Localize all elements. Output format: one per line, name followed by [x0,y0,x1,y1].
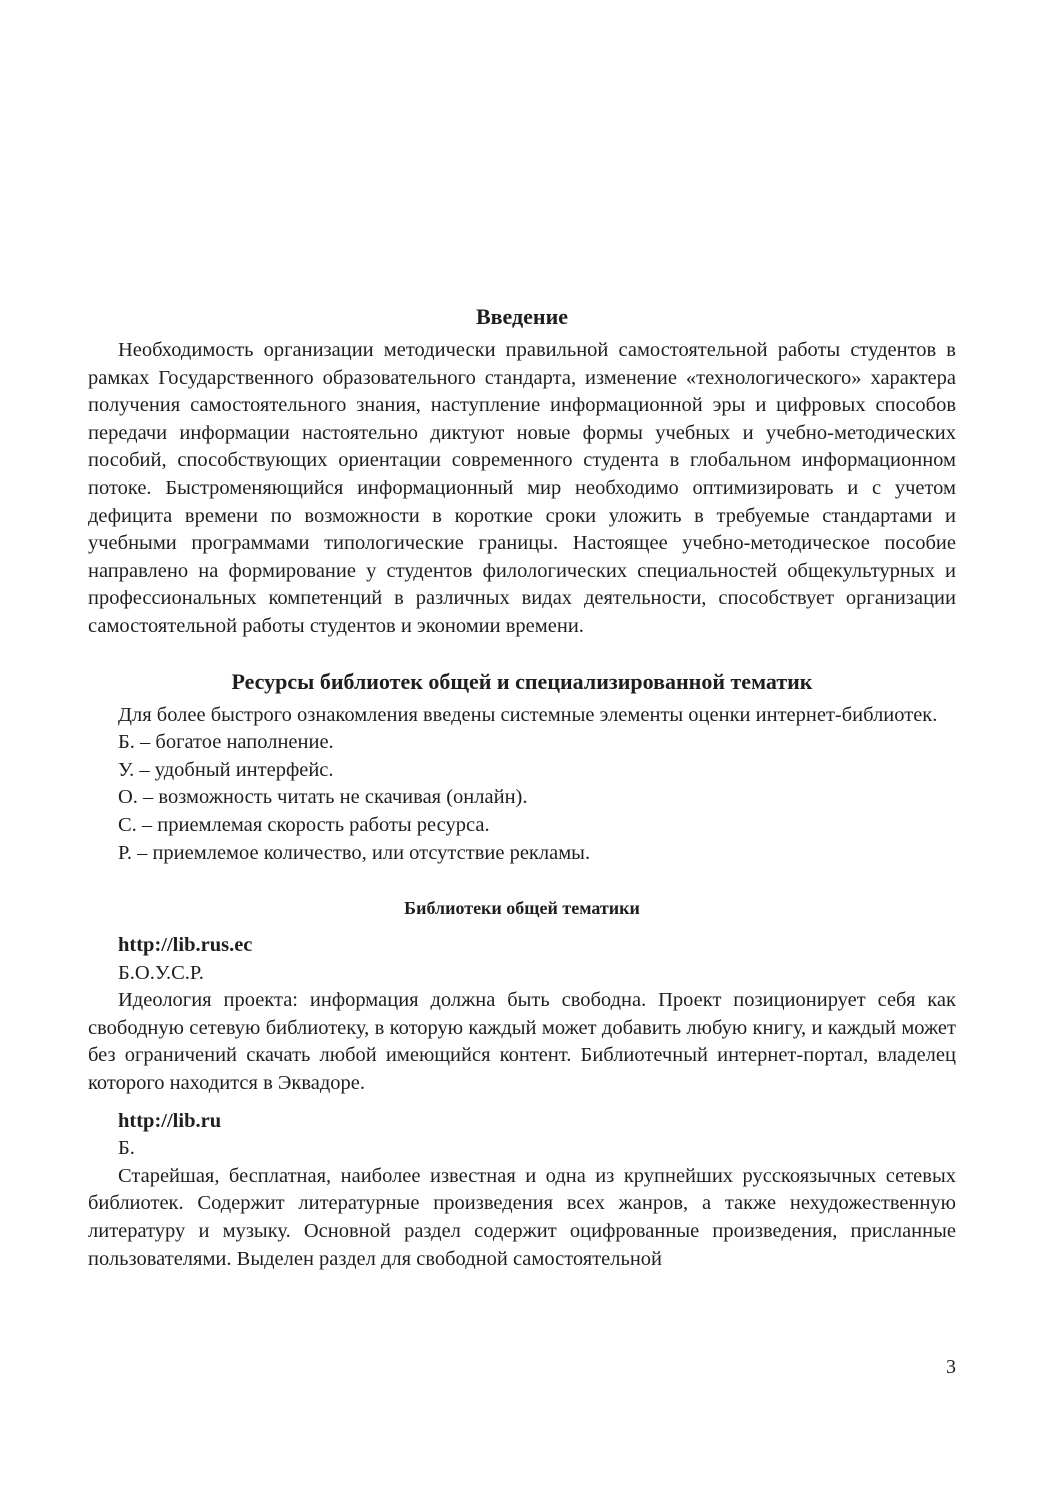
library-entry [88,932,956,1098]
section-heading-introduction: Введение [475,304,569,329]
library-url-link[interactable]: http://lib.ru [118,1109,222,1132]
library-description: Старейшая, бесплатная, наиболее известная и одна из крупнейших русскоязычных сетевых библиотек. Содержит литературные произведения всех жанров, а также нехудожественную литературу и музыку. Основной раздел содержит оцифрованные произведения, присланные пользователями. Выделен раздел для свободной самостоятельной [88,1164,956,1270]
library-rating: Б. [118,1137,135,1160]
criteria-item-r: Р. – приемлемое количество, или отсутствие рекламы. [118,841,591,864]
subsection-heading-general-libraries: Библиотеки общей тематики [404,898,640,919]
criteria-item-o: О. – возможность читать не скачивая (онлайн). [118,786,528,809]
criteria-item-b: Б. – богатое наполнение. [118,731,334,754]
resources-lead-paragraph: Для более быстрого ознакомления введены системные элементы оценки интернет-библиотек. [118,703,938,726]
section-heading-resources: Ресурсы библиотек общей и специализированной тематик [231,668,813,694]
page-number: 3 [946,1356,956,1378]
library-rating: Б.О.У.С.Р. [118,961,204,984]
library-url-link[interactable]: http://lib.rus.ec [118,934,253,957]
library-description: Идеология проекта: информация должна быть свободна. Проект позиционирует себя как свободную сетевую библиотеку, в которую каждый может добавить любую книгу, и каждый может без ограничений скачать любой имеющийся контент. Библиотечный интернет-портал, владелец которого находится в Эквадоре. [88,989,956,1095]
criteria-list [88,729,956,867]
intro-paragraph: Необходимость организации методически правильной самостоятельной работы студентов в рамках Государственного образовательного стандарта, изменение «технологического» характера получения самостоятельного знания, наступление информационной эры и цифровых способов передачи информации настоятельно диктуют новые формы учебных и учебно-методических пособий, способствующих ориентации современного студента в глобальном информационном потоке. Быстроменяющийся информационный мир необходимо оптимизировать и с учетом дефицита времени по возможности в короткие сроки уложить в требуемые стандартами и учебными программами типологические границы. Настоящее учебно-методическое пособие направлено на формирование у студентов филологических специальностей общекультурных и профессиональных компетенций в различных видах деятельности, способствует организации самостоятельной работы студентов и экономии времени. [88,339,956,637]
page-content [88,300,956,1273]
library-entry [88,1108,956,1274]
criteria-item-u: У. – удобный интерфейс. [118,758,334,781]
criteria-item-s: С. – приемлемая скорость работы ресурса. [118,813,490,836]
